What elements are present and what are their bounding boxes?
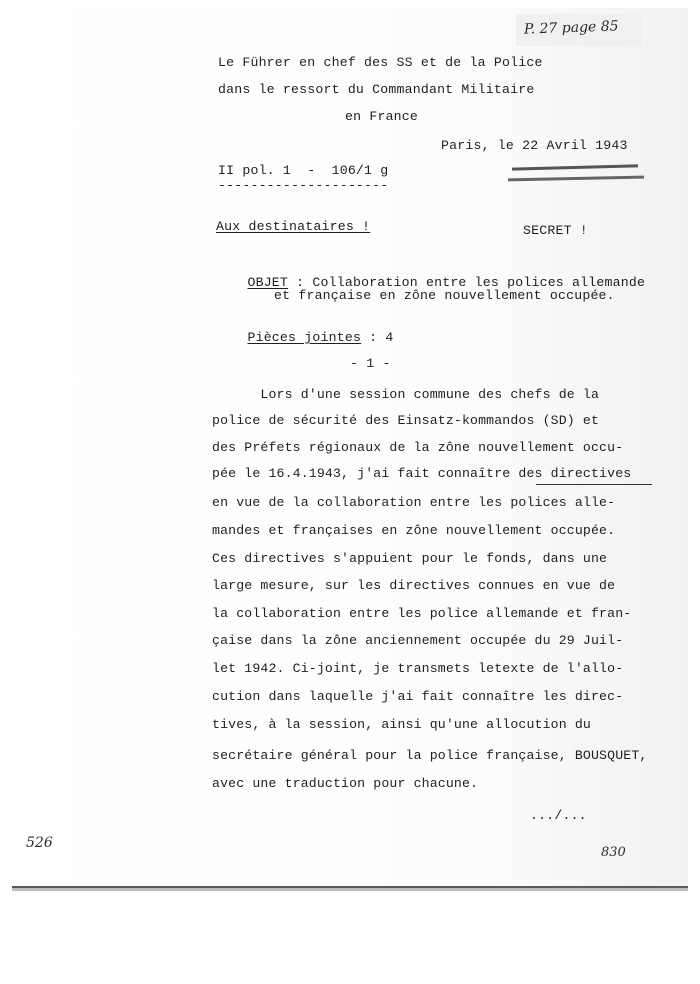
body-line: des Préfets régionaux de la zône nouvellement occu- — [212, 440, 624, 455]
continuation-mark: .../... — [530, 808, 587, 823]
body-line: pée le 16.4.1943, j'ai fait connaître des directives — [212, 466, 632, 481]
body-line: mandes et françaises en zône nouvellement occupée. — [212, 523, 616, 538]
subject-label: OBJET — [247, 275, 289, 290]
header-line-3: en France — [345, 109, 419, 124]
body-line: large mesure, sur les directives connues en vue de — [212, 578, 616, 593]
body-line: çaise dans la zône anciennement occupée du 29 Juil- — [212, 633, 624, 648]
body-line: cution dans laquelle j'ai fait connaître les direc- — [212, 689, 624, 704]
body-line: let 1942. Ci-joint, je transmets letexte de l'allo- — [212, 661, 624, 676]
addressee: Aux destinataires ! — [216, 219, 371, 234]
body-line: secrétaire général pour la police française, BOUSQUET, — [212, 748, 648, 763]
attachments-line — [215, 314, 394, 362]
body-line: Lors d'une session commune des chefs de la — [212, 387, 600, 402]
margin-number-right: 830 — [601, 845, 626, 860]
body-line: police de sécurité des Einsatz-kommandos (SD) et — [212, 413, 600, 428]
attachments-value: : 4 — [361, 330, 394, 345]
page-stamp: P. 27 page 85 — [523, 18, 619, 38]
reference-rule: --------------------- — [218, 178, 389, 193]
reference-number: II pol. 1 - 106/1 g — [218, 163, 389, 178]
document-date: Paris, le 22 Avril 1943 — [441, 138, 628, 153]
subject-line-2: et française en zône nouvellement occupée. — [274, 288, 615, 303]
body-line: tives, à la session, ainsi qu'une allocution du — [212, 717, 591, 732]
body-line: en vue de la collaboration entre les polices alle- — [212, 495, 616, 510]
body-line: avec une traduction pour chacune. — [212, 776, 479, 791]
attachments-label: Pièces jointes — [247, 330, 362, 345]
header-line-2: dans le ressort du Commandant Militaire — [218, 82, 535, 97]
section-number: - 1 - — [350, 356, 391, 371]
margin-number-left: 526 — [26, 835, 53, 851]
body-line: Ces directives s'appuient pour le fonds, dans une — [212, 551, 608, 566]
header-line-1: Le Führer en chef des SS et de la Police — [218, 55, 543, 70]
directives-underline — [536, 484, 652, 485]
body-line: la collaboration entre les police allemande et fran- — [212, 606, 632, 621]
subject-text-1: : Collaboration entre les polices allemande — [288, 275, 646, 290]
classification: SECRET ! — [523, 223, 588, 238]
